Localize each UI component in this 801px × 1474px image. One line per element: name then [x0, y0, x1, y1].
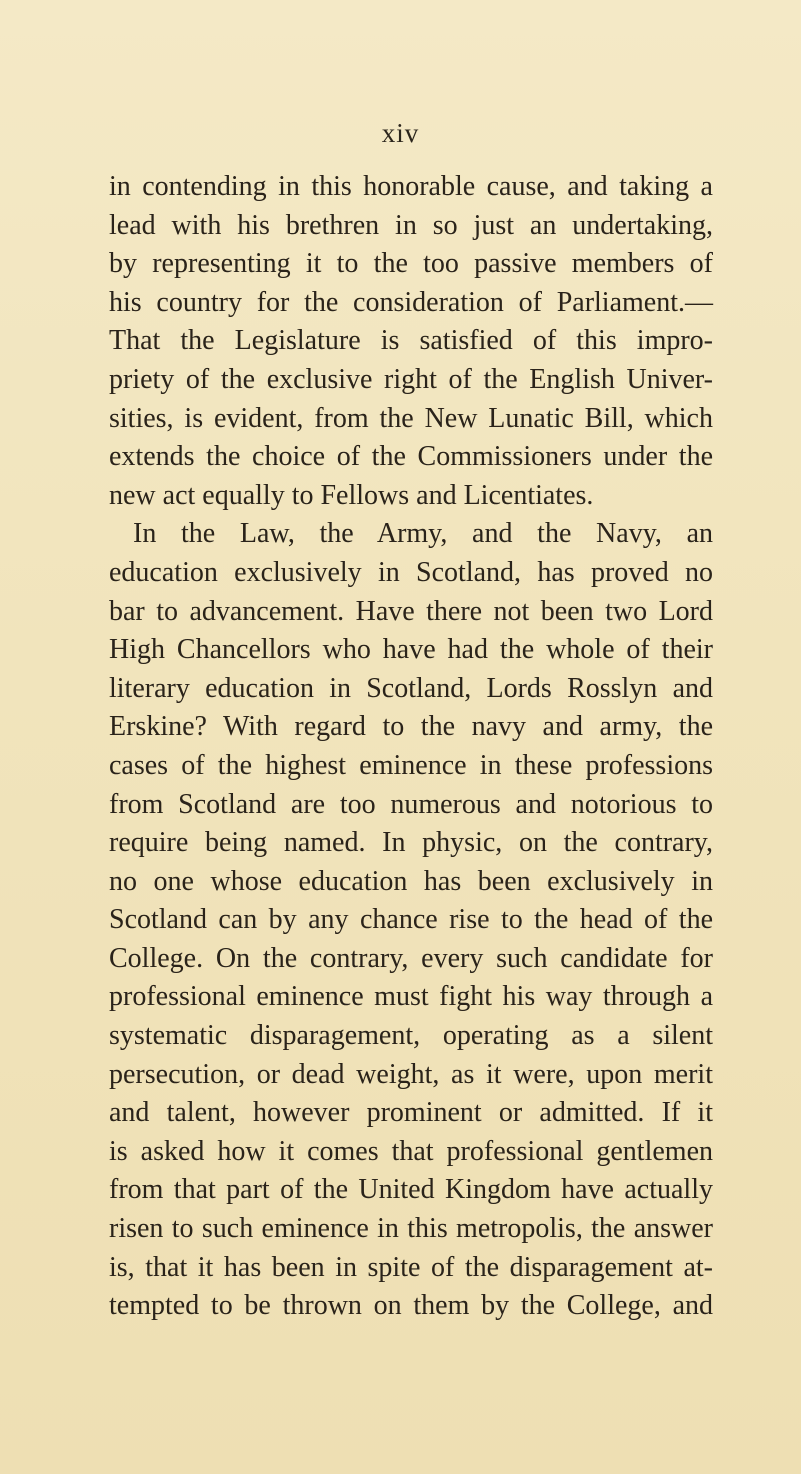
- text-line: new act equally to Fellows and Licentiates.: [109, 479, 594, 511]
- text-line: In the Law, the Army, and the Navy, an: [133, 518, 713, 550]
- text-line: is, that it has been in spite of the disparagement at-: [109, 1251, 713, 1283]
- text-line: sities, is evident, from the New Lunatic Bill, which: [109, 402, 713, 434]
- text-line: College. On the contrary, every such candidate for: [109, 942, 713, 974]
- text-line: no one whose education has been exclusively in: [109, 865, 713, 897]
- text-line: That the Legislature is satisfied of this impro-: [109, 325, 713, 357]
- text-line: and talent, however prominent or admitted. If it: [109, 1097, 713, 1129]
- text-line: systematic disparagement, operating as a silent: [109, 1020, 713, 1052]
- text-line: tempted to be thrown on them by the College, and: [109, 1290, 713, 1322]
- page-number: xiv: [381, 118, 420, 148]
- text-line: High Chancellors who have had the whole of their: [109, 634, 713, 666]
- text-line: priety of the exclusive right of the English Univer-: [109, 363, 713, 395]
- text-line: literary education in Scotland, Lords Rosslyn and: [109, 672, 713, 704]
- text-line: from that part of the United Kingdom have actually: [109, 1174, 713, 1206]
- text-line: is asked how it comes that professional gentlemen: [109, 1135, 713, 1167]
- text-line: education exclusively in Scotland, has proved no: [109, 556, 713, 588]
- body-text: [109, 168, 713, 1326]
- text-line: his country for the consideration of Parliament.—: [109, 286, 713, 318]
- text-line: require being named. In physic, on the contrary,: [109, 827, 713, 859]
- text-line: extends the choice of the Commissioners under the: [109, 441, 713, 473]
- text-line: cases of the highest eminence in these professions: [109, 749, 713, 781]
- text-line: Scotland can by any chance rise to the head of the: [109, 904, 713, 936]
- text-line: persecution, or dead weight, as it were, upon merit: [109, 1058, 713, 1090]
- text-line: in contending in this honorable cause, and taking a: [109, 171, 713, 202]
- text-line: professional eminence must fight his way through a: [109, 981, 713, 1013]
- text-line: from Scotland are too numerous and notorious to: [109, 788, 713, 820]
- text-line: risen to such eminence in this metropolis, the answer: [109, 1213, 713, 1245]
- text-line: bar to advancement. Have there not been two Lord: [109, 595, 713, 627]
- text-line: by representing it to the too passive members of: [109, 248, 713, 280]
- text-line: lead with his brethren in so just an undertaking,: [109, 209, 713, 241]
- text-line: Erskine? With regard to the navy and army, the: [109, 711, 713, 743]
